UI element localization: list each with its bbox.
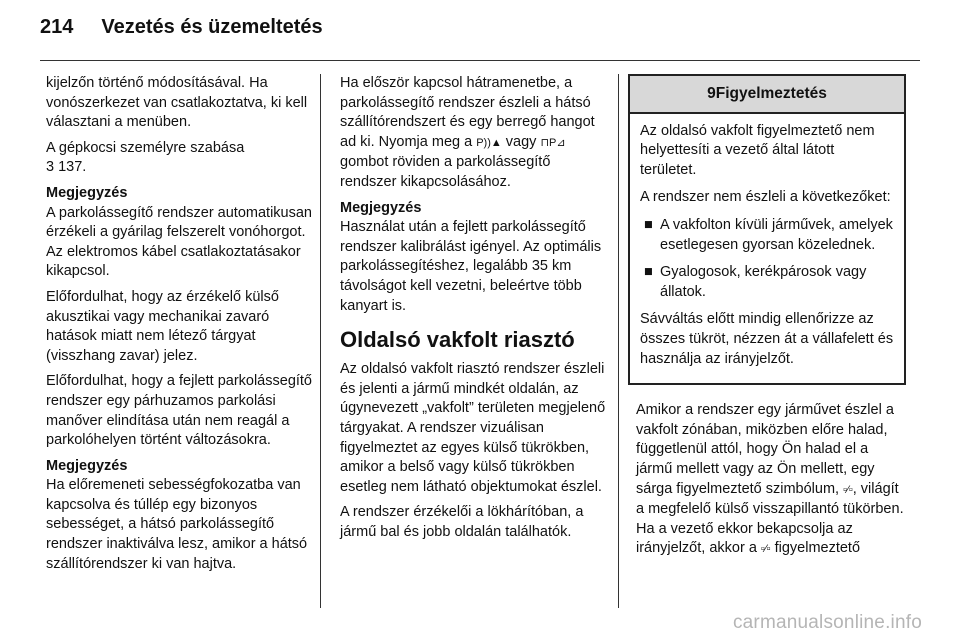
header-divider [40, 60, 920, 61]
section-heading: Oldalsó vakfolt riasztó [340, 327, 575, 353]
list-item-text: Gyalogosok, kerékpárosok vagy állatok. [660, 264, 867, 300]
bullet-icon: ■ [644, 216, 653, 233]
note-text: Használat után a fejlett parkolássegítő rendszer kalibrálást igényel. Az optimális parkolássegítéshez, legalább 35 km távolságot kell vezetni, beleértve több kanyart is. [340, 219, 602, 314]
paragraph-text: Amikor a rendszer egy járművet észlel a vakfolt zónában, miközben előre halad, függetlenül attól, hogy Ön halad el a jármű mellett vagy az Ön mellett, egy sárga figyelmeztető szimbólum, [636, 402, 894, 497]
warning-triangle-icon: 9 [707, 85, 716, 102]
paragraph-text: gombot röviden a parkolássegítő rendszer kikapcsolásához. [340, 154, 551, 190]
warning-header [630, 76, 904, 114]
paragraph-text: Ha először kapcsol hátramenetbe, a parkolássegítő rendszer észleli a hátsó szállítórendszert és egy berregő hangot ad ki. Nyomja meg a [340, 75, 595, 150]
warning-title: Figyelmeztetés [715, 85, 827, 102]
park-assist-button-icon: P))▲ [476, 136, 502, 149]
paragraph: Előfordulhat, hogy a fejlett parkolássegítő rendszer egy párhuzamos parkolási manőver elindítása után nem reagál a parkolóhelyen történt változásokra. [46, 373, 312, 449]
page-number: 214 [40, 16, 74, 38]
bullet-icon: ■ [644, 264, 653, 281]
warning-paragraph: Sávváltás előtt mindig ellenőrizze az összes tükröt, nézzen át a vállafelett és használja az irányjelzőt. [640, 311, 894, 367]
paragraph [46, 139, 314, 178]
blind-spot-warning-icon: ▫⁄▫ [760, 543, 771, 556]
column-right [636, 74, 904, 566]
paragraph: kijelzőn történő módosításával. Ha vonószerkezet van csatlakoztatva, ki kell választani a menüben. [46, 75, 308, 131]
paragraph [636, 401, 904, 560]
parking-assist-off-icon: ⊓P⊿ [540, 136, 566, 149]
column-left [46, 74, 314, 580]
column-divider-2 [618, 74, 619, 608]
list-item-text: A vakfolton kívüli járművek, amelyek esetlegesen gyorsan közelednek. [660, 216, 893, 253]
note-text: A parkolássegítő rendszer automatikusan érzékeli a gyárilag felszerelt vonóhorgot. Az elektromos kábel csatlakoztatásakor kikapcsol. [46, 204, 312, 280]
blind-spot-warning-icon: ▫⁄▫ [843, 483, 853, 496]
paragraph: Az oldalsó vakfolt riasztó rendszer észleli és jelenti a jármű mindkét oldalán, az úgynevezett „vakfolt” területen megjelenő tárgyakat. A rendszer vizuálisan figyelmeztet az egyes külső tükrökben, amikor a belső vagy külső tükrökben esetleg nem látható objektumokat észlel. [340, 361, 606, 495]
list-item [640, 263, 894, 302]
note-title: Megjegyzés [46, 184, 128, 201]
note-text: Ha előremeneti sebességfokozatba van kapcsolva és túllép egy bizonyos sebességet, a hátsó parkolássegítő rendszer inaktiválva lesz, amikor a hátsó szállítórendszer ki van hajtva. [46, 477, 308, 572]
note-title: Megjegyzés [46, 457, 128, 474]
paragraph-text: , világít a megfelelő külső visszapillantó tükörben. Ha a vezető ekkor bekapcsolja az irányjelzőt, akkor a [636, 480, 904, 557]
column-divider-1 [320, 74, 321, 608]
column-middle [340, 74, 608, 548]
page-reference: 3 137. [46, 159, 87, 176]
paragraph: A rendszer érzékelői a lökhárítóban, a jármű bal és jobb oldalán találhatók. [340, 504, 584, 540]
paragraph-text: vagy [505, 133, 537, 150]
watermark: carmanualsonline.info [732, 612, 922, 633]
section-title: Vezetés és üzemeltetés [101, 16, 323, 38]
warning-paragraph: Az oldalsó vakfolt figyelmeztető nem helyettesíti a vezető által látott területet. [640, 122, 875, 178]
paragraph [340, 74, 608, 193]
paragraph-text: A gépkocsi személyre szabása [46, 139, 245, 156]
warning-body [630, 114, 904, 384]
paragraph-text: figyelmeztető [774, 540, 861, 557]
paragraph: Előfordulhat, hogy az érzékelő külső akusztikai vagy mechanikai zavaró hatások miatt nem létező tárgyat (visszhang zavar) jelez. [46, 288, 279, 364]
note-title: Megjegyzés [340, 199, 422, 216]
warning-paragraph: A rendszer nem észleli a következőket: [640, 189, 891, 206]
page-header [40, 16, 323, 48]
list-item [640, 216, 894, 255]
warning-box [628, 74, 906, 385]
